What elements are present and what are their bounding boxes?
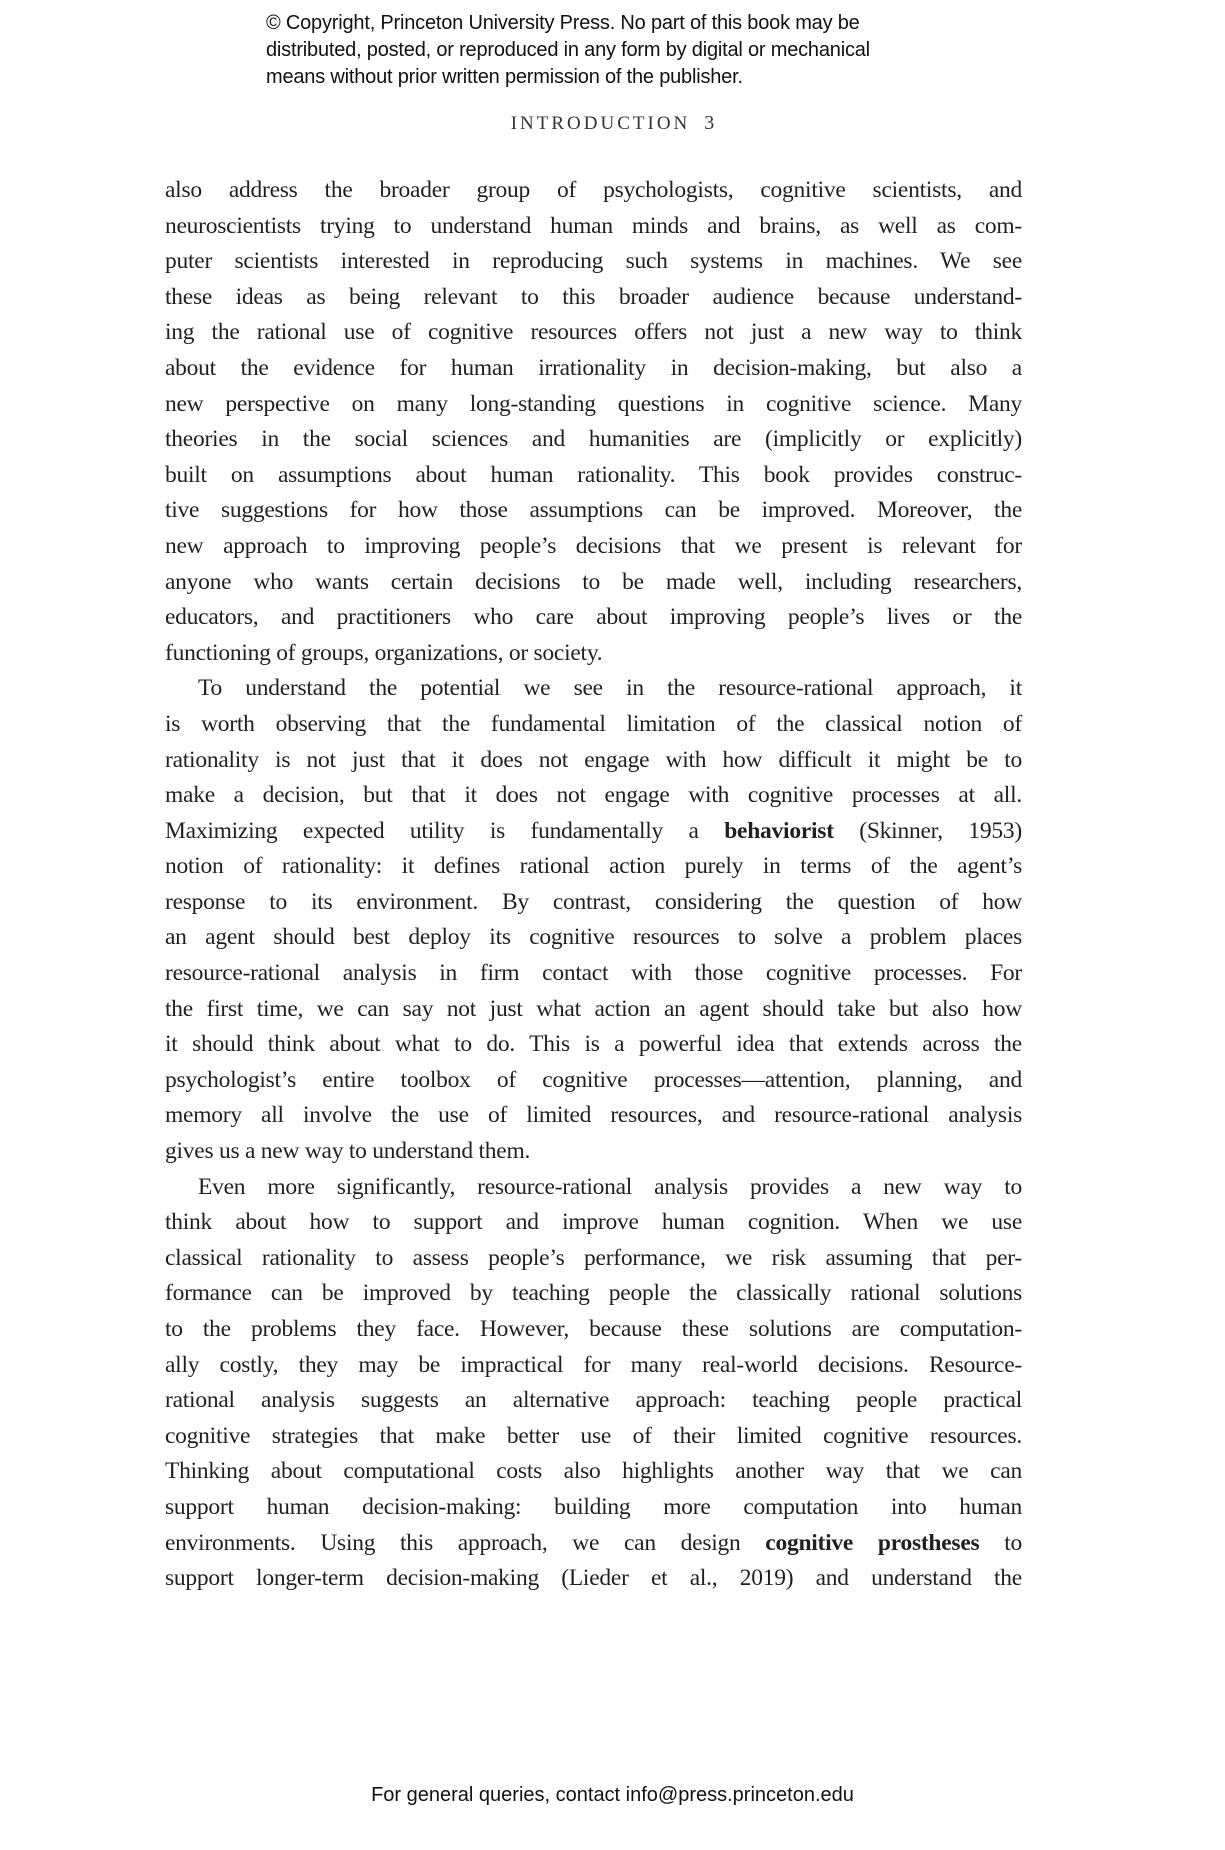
text-line: To understand the potential we see in the resource-rational approach, it — [198, 675, 1022, 702]
text-line: Even more significantly, resource-rational analysis provides a new way to — [198, 1173, 1022, 1200]
copyright-line: © Copyright, Princeton University Press. No part of this book may be — [266, 12, 860, 34]
text-line: ing the rational use of cognitive resources offers not just a new way to think — [165, 319, 1022, 346]
text-line: functioning of groups, organizations, or society. — [165, 639, 603, 666]
text-line: make a decision, but that it does not engage with cognitive processes at all. — [165, 782, 1022, 809]
text-line: an agent should best deploy its cognitive resources to solve a problem places — [165, 924, 1022, 951]
text-line: resource-rational analysis in firm contact with those cognitive processes. For — [165, 960, 1022, 987]
bold-term: cognitive prostheses — [765, 1529, 980, 1556]
text-line: also address the broader group of psychologists, cognitive scientists, and — [165, 177, 1022, 203]
body-text — [165, 173, 1022, 1597]
bold-term: behaviorist — [724, 817, 834, 844]
text-line: cognitive strategies that make better use of their limited cognitive resources. — [165, 1422, 1022, 1449]
text-line: it should think about what to do. This is a powerful idea that extends across the — [165, 1031, 1022, 1058]
text-line: new approach to improving people’s decisions that we present is relevant for — [165, 532, 1022, 559]
text-segment: to — [979, 1529, 1022, 1556]
text-line: about the evidence for human irrationality in decision-making, but also a — [165, 354, 1022, 381]
text-line — [165, 1526, 1022, 1562]
text-line: formance can be improved by teaching people the classically rational solutions — [165, 1280, 1022, 1307]
text-line: these ideas as being relevant to this broader audience because understand- — [165, 283, 1022, 310]
text-line: educators, and practitioners who care about improving people’s lives or the — [165, 604, 1022, 631]
text-line: tive suggestions for how those assumptions can be improved. Moreover, the — [165, 497, 1022, 524]
text-segment: environments. Using this approach, we can design — [165, 1529, 766, 1556]
text-line: rationality is not just that it does not engage with how difficult it might be to — [165, 746, 1022, 773]
text-line: response to its environment. By contrast, considering the question of how — [165, 888, 1022, 915]
text-line: classical rationality to assess people’s performance, we risk assuming that per- — [165, 1244, 1022, 1271]
text-line: to the problems they face. However, because these solutions are computation- — [165, 1316, 1022, 1342]
copyright-line: distributed, posted, or reproduced in any form by digital or mechanical — [266, 39, 870, 61]
text-line: support human decision-making: building more computation into human — [165, 1493, 1022, 1520]
text-line: think about how to support and improve human cognition. When we use — [165, 1209, 1022, 1236]
text-line: puter scientists interested in reproducing such systems in machines. We see — [165, 248, 1022, 275]
text-line: theories in the social sciences and humanities are (implicitly or explicitly) — [165, 426, 1022, 453]
text-line: is worth observing that the fundamental limitation of the classical notion of — [165, 710, 1022, 737]
text-line: support longer-term decision-making (Lieder et al., 2019) and understand the — [165, 1565, 1022, 1592]
text-line: Thinking about computational costs also highlights another way that we can — [165, 1458, 1022, 1485]
text-line: new perspective on many long-standing questions in cognitive science. Many — [165, 390, 1022, 417]
text-segment: (Skinner, 1953) — [833, 817, 1022, 844]
copyright-notice — [266, 10, 1026, 91]
text-line: memory all involve the use of limited resources, and resource-rational analysis — [165, 1102, 1022, 1129]
footer-contact: For general queries, contact info@press.princeton.edu — [371, 1784, 854, 1806]
text-line: the first time, we can say not just what action an agent should take but also how — [165, 995, 1022, 1022]
running-head — [0, 112, 1225, 135]
text-line: notion of rationality: it defines rational action purely in terms of the agent’s — [165, 853, 1022, 880]
text-line — [165, 814, 1022, 850]
text-line: ally costly, they may be impractical for many real-world decisions. Resource- — [165, 1351, 1022, 1378]
text-line: psychologist’s entire toolbox of cognitive processes—attention, planning, and — [165, 1066, 1022, 1093]
text-segment: Maximizing expected utility is fundamentally a — [165, 817, 725, 844]
text-line: built on assumptions about human rationality. This book provides construc- — [165, 461, 1022, 488]
text-line: anyone who wants certain decisions to be made well, including researchers, — [165, 568, 1022, 595]
copyright-line: means without prior written permission of the publisher. — [266, 66, 743, 88]
page-number: 3 — [704, 112, 715, 134]
text-line: gives us a new way to understand them. — [165, 1138, 531, 1165]
running-head-title: INTRODUCTION — [510, 113, 691, 134]
text-line: rational analysis suggests an alternative approach: teaching people practical — [165, 1387, 1022, 1414]
text-line: neuroscientists trying to understand human minds and brains, as well as com- — [165, 212, 1022, 239]
